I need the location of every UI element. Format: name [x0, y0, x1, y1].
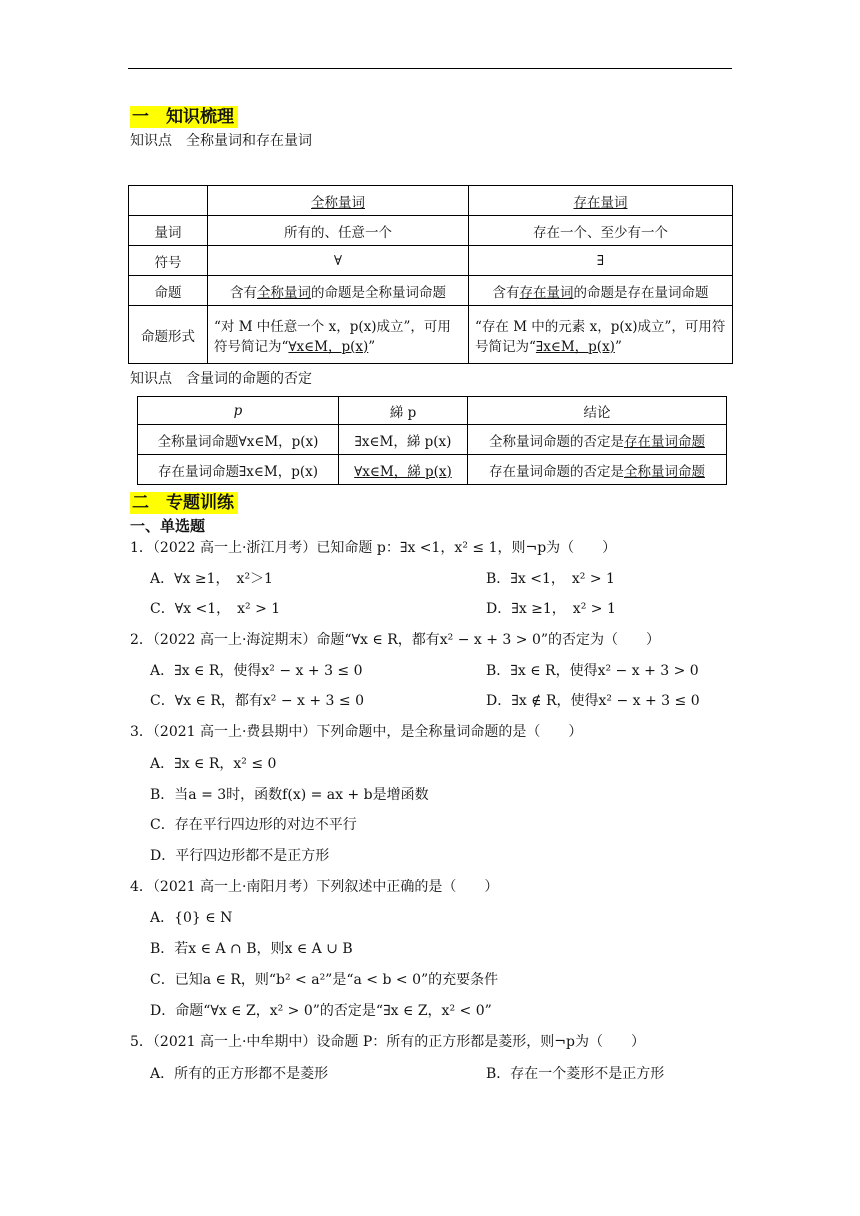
option-a: A．∀x ≥1， x²＞1 — [150, 571, 273, 587]
option-a: A．所有的正方形都不是菱形 — [150, 1066, 329, 1082]
table-cell: ∀x∈M，綈 p(x) — [339, 455, 468, 485]
option-d: D．平行四边形都不是正方形 — [150, 848, 330, 864]
table-cell: 含有全称量词的命题是全称量词命题 — [208, 276, 469, 306]
table-cell: 所有的、任意一个 — [208, 216, 469, 246]
table-cell: 存在一个、至少有一个 — [469, 216, 733, 246]
table-cell: ∀ — [208, 246, 469, 276]
table-cell: 命题形式 — [129, 306, 208, 364]
question-stem: 3．（2021 高一上·费县期中）下列命题中，是全称量词命题的是（ ） — [130, 724, 583, 740]
table-cell: “存在 M 中的元素 x，p(x)成立”，可用符号简记为“∃x∈M，p(x)” — [469, 306, 733, 364]
question-stem: 4．（2021 高一上·南阳月考）下列叙述中正确的是（ ） — [130, 879, 499, 895]
subsection-single-choice: 一、单选题 — [130, 517, 206, 535]
table-header-existential: 存在量词 — [469, 186, 733, 216]
option-b: B．∃x <1， x² > 1 — [486, 571, 615, 587]
option-b: B．∃x ∈ R，使得x² − x + 3 > 0 — [486, 663, 699, 679]
table-cell: 存在量词命题∃x∈M，p(x) — [138, 455, 339, 485]
table-cell: 量词 — [129, 216, 208, 246]
option-d: D．命题“∀x ∈ Z，x² > 0”的否定是“∃x ∈ Z，x² < 0” — [150, 1003, 492, 1019]
option-a: A．∃x ∈ R，使得x² − x + 3 ≤ 0 — [150, 663, 363, 679]
table-header-not-p: 綈 p — [339, 397, 468, 425]
negation-table — [137, 396, 727, 485]
option-b: B．若x ∈ A ∩ B，则x ∈ A ∪ B — [150, 941, 353, 957]
table-cell: 符号 — [129, 246, 208, 276]
question-stem: 1．（2022 高一上·浙江月考）已知命题 p：∃x <1，x² ≤ 1，则¬p为（ ） — [130, 540, 617, 556]
option-b: B．当a = 3时，函数f(x) = ax + b是增函数 — [150, 787, 429, 803]
table-cell: 存在量词命题的否定是全称量词命题 — [468, 455, 727, 485]
table-cell: 含有存在量词的命题是存在量词命题 — [469, 276, 733, 306]
table-header-universal: 全称量词 — [208, 186, 469, 216]
quantifier-table — [128, 185, 733, 364]
option-a: A．{0} ∈ N — [150, 910, 233, 926]
header-rule — [128, 68, 732, 69]
option-b: B．存在一个菱形不是正方形 — [486, 1066, 665, 1082]
section-title-training: 二 专题训练 — [130, 492, 238, 514]
table-header-p: p — [138, 397, 339, 425]
option-c: C．存在平行四边形的对边不平行 — [150, 817, 357, 833]
option-d: D．∃x ∉ R，使得x² − x + 3 ≤ 0 — [486, 693, 700, 709]
section-title-knowledge: 一 知识梳理 — [130, 106, 238, 128]
table-cell: “对 M 中任意一个 x，p(x)成立”，可用符号简记为“∀x∈M，p(x)” — [208, 306, 469, 364]
question-stem: 5．（2021 高一上·中牟期中）设命题 P：所有的正方形都是菱形，则¬p为（ ） — [130, 1034, 645, 1050]
table-cell: ∃x∈M，綈 p(x) — [339, 425, 468, 455]
question-stem: 2．（2022 高一上·海淀期末）命题“∀x ∈ R，都有x² − x + 3 > 0”的否定为（ ） — [130, 632, 661, 648]
knowledge-point-2: 知识点 含量词的命题的否定 — [130, 371, 312, 387]
option-c: C．已知a ∈ R，则“b² < a²”是“a < b < 0”的充要条件 — [150, 972, 499, 988]
knowledge-point-1: 知识点 全称量词和存在量词 — [130, 133, 312, 149]
table-cell — [129, 186, 208, 216]
table-cell: 命题 — [129, 276, 208, 306]
table-cell: 全称量词命题的否定是存在量词命题 — [468, 425, 727, 455]
option-c: C．∀x ∈ R，都有x² − x + 3 ≤ 0 — [150, 693, 364, 709]
table-cell: ∃ — [469, 246, 733, 276]
table-cell: 全称量词命题∀x∈M，p(x) — [138, 425, 339, 455]
option-c: C．∀x <1， x² > 1 — [150, 601, 281, 617]
option-d: D．∃x ≥1， x² > 1 — [486, 601, 616, 617]
table-header-conclusion: 结论 — [468, 397, 727, 425]
option-a: A．∃x ∈ R，x² ≤ 0 — [150, 756, 277, 772]
